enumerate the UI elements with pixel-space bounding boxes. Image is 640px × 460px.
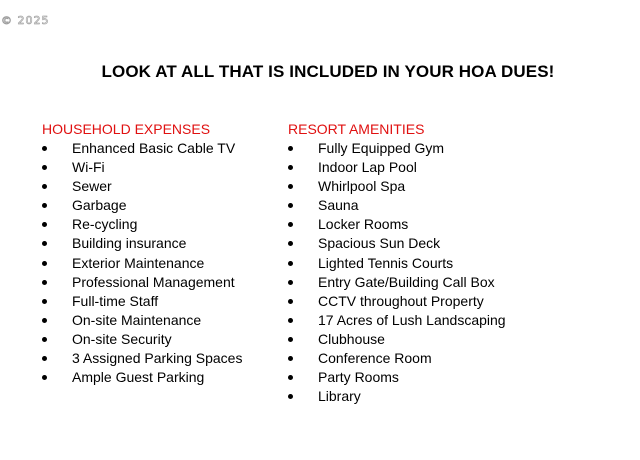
household-expenses-heading: HOUSEHOLD EXPENSES: [42, 121, 211, 137]
bullet-icon: [42, 222, 47, 227]
bullet-icon: [42, 241, 47, 246]
bullet-icon: [288, 394, 293, 399]
bullet-icon: [288, 203, 293, 208]
bullet-icon: [288, 299, 293, 304]
list-item: Locker Rooms: [288, 215, 506, 234]
list-item: Full-time Staff: [42, 292, 242, 311]
resort-amenities-column: [288, 120, 506, 406]
bullet-icon: [288, 318, 293, 323]
household-expenses-column: [42, 120, 242, 387]
list-item: 3 Assigned Parking Spaces: [42, 349, 242, 368]
bullet-icon: [288, 146, 293, 151]
bullet-icon: [42, 280, 47, 285]
copyright-watermark: © 2025: [1, 14, 50, 27]
bullet-icon: [42, 299, 47, 304]
bullet-icon: [288, 375, 293, 380]
bullet-icon: [42, 337, 47, 342]
bullet-icon: [42, 146, 47, 151]
list-item: Entry Gate/Building Call Box: [288, 273, 506, 292]
bullet-icon: [288, 261, 293, 266]
bullet-icon: [288, 184, 293, 189]
list-item: 17 Acres of Lush Landscaping: [288, 311, 506, 330]
bullet-icon: [42, 375, 47, 380]
list-item: Fully Equipped Gym: [288, 139, 506, 158]
list-item: Exterior Maintenance: [42, 254, 242, 273]
list-item: Indoor Lap Pool: [288, 158, 506, 177]
list-item: Conference Room: [288, 349, 506, 368]
list-item: Ample Guest Parking: [42, 368, 242, 387]
list-item: CCTV throughout Property: [288, 292, 506, 311]
bullet-icon: [288, 222, 293, 227]
bullet-icon: [42, 356, 47, 361]
resort-amenities-list: [288, 139, 506, 406]
list-item: Spacious Sun Deck: [288, 234, 506, 253]
household-expenses-list: [42, 139, 242, 387]
list-item: Wi-Fi: [42, 158, 242, 177]
bullet-icon: [288, 241, 293, 246]
list-item: On-site Maintenance: [42, 311, 242, 330]
list-item: Garbage: [42, 196, 242, 215]
list-item: Lighted Tennis Courts: [288, 254, 506, 273]
list-item: Sewer: [42, 177, 242, 196]
list-item: On-site Security: [42, 330, 242, 349]
list-item: Building insurance: [42, 234, 242, 253]
bullet-icon: [288, 280, 293, 285]
bullet-icon: [288, 165, 293, 170]
bullet-icon: [288, 337, 293, 342]
list-item: Professional Management: [42, 273, 242, 292]
page-title: LOOK AT ALL THAT IS INCLUDED IN YOUR HOA DUES!: [101, 62, 555, 81]
list-item: Whirlpool Spa: [288, 177, 506, 196]
bullet-icon: [42, 261, 47, 266]
list-item: Clubhouse: [288, 330, 506, 349]
bullet-icon: [42, 184, 47, 189]
resort-amenities-heading: RESORT AMENITIES: [288, 121, 425, 137]
bullet-icon: [42, 318, 47, 323]
list-item: Sauna: [288, 196, 506, 215]
list-item: Library: [288, 387, 506, 406]
list-item: Re-cycling: [42, 215, 242, 234]
bullet-icon: [42, 165, 47, 170]
list-item: Party Rooms: [288, 368, 506, 387]
bullet-icon: [42, 203, 47, 208]
bullet-icon: [288, 356, 293, 361]
list-item: Enhanced Basic Cable TV: [42, 139, 242, 158]
